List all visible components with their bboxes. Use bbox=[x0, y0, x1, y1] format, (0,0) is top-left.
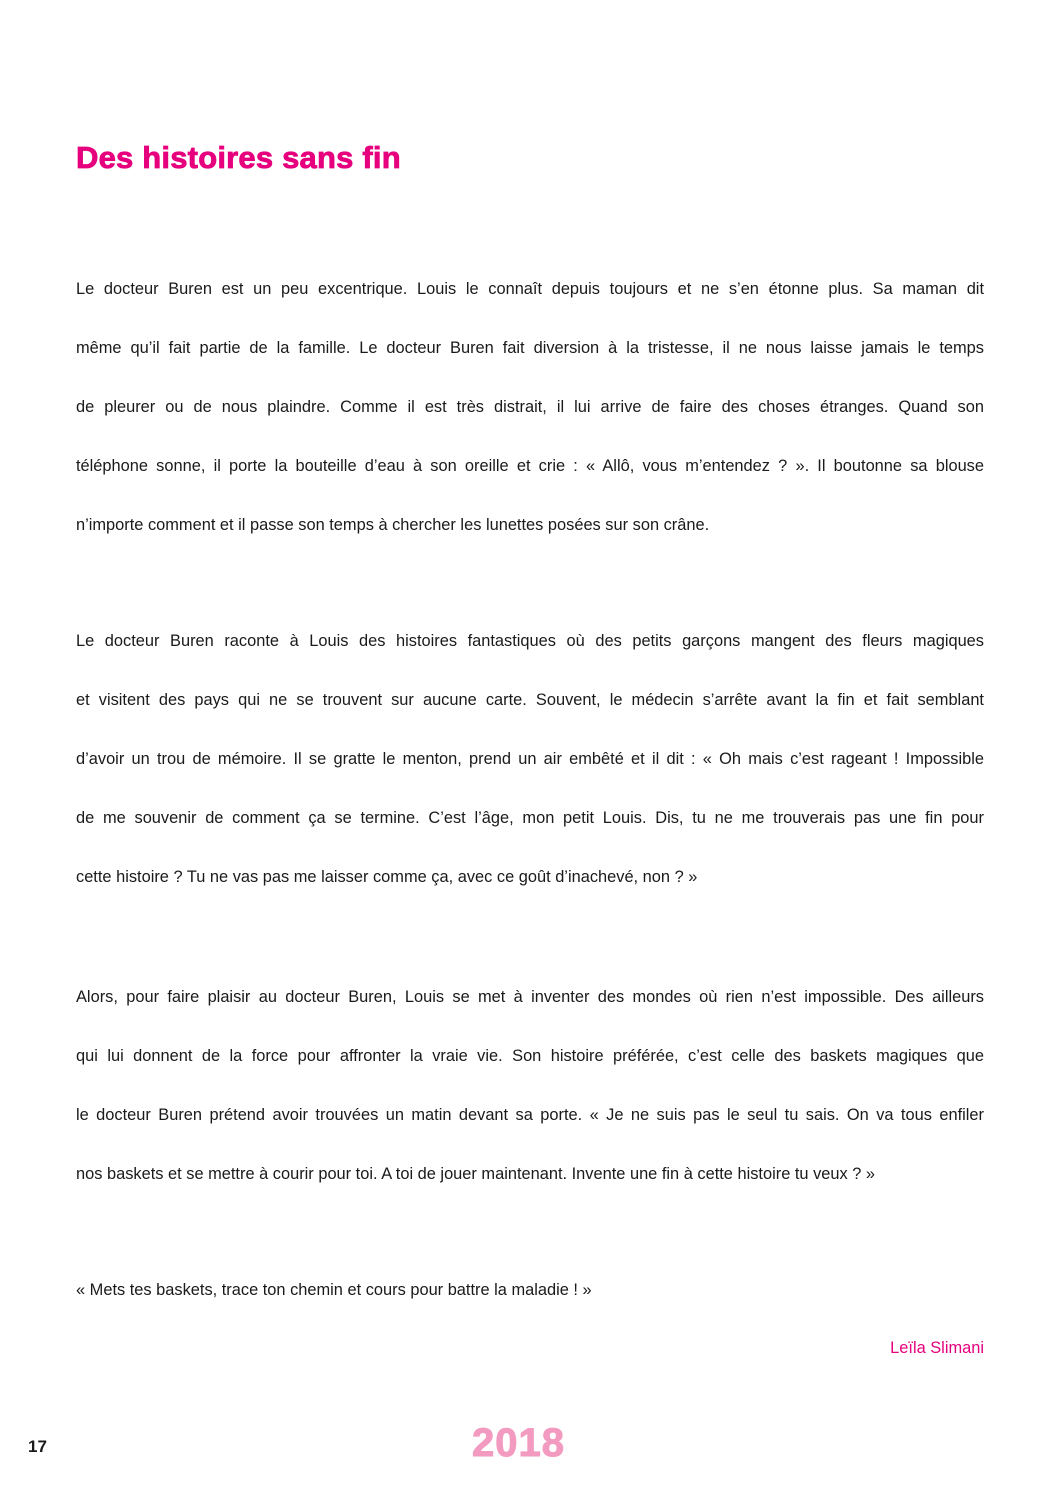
paragraph-line: le docteur Buren prétend avoir trouvées un matin devant sa porte. « Je ne suis pas le seul tu sais. On va tous enfiler bbox=[76, 1106, 984, 1124]
paragraph-line: et visitent des pays qui ne se trouvent sur aucune carte. Souvent, le médecin s’arrête avant la fin et fait semblant bbox=[76, 691, 984, 709]
paragraph-line: téléphone sonne, il porte la bouteille d’eau à son oreille et crie : « Allô, vous m’entendez ? ». Il boutonne sa blouse bbox=[76, 457, 984, 475]
paragraph-line: d’avoir un trou de mémoire. Il se gratte le menton, prend un air embêté et il dit : « Oh mais c’est rageant ! Impossible bbox=[76, 750, 984, 768]
paragraph-line: nos baskets et se mettre à courir pour toi. A toi de jouer maintenant. Invente une fin à cette histoire tu veux ? » bbox=[76, 1165, 876, 1183]
closing-quote: « Mets tes baskets, trace ton chemin et cours pour battre la maladie ! » bbox=[76, 1281, 592, 1299]
author-name: Leïla Slimani bbox=[890, 1339, 984, 1357]
year-label: 2018 bbox=[472, 1421, 565, 1465]
paragraph-line: n’importe comment et il passe son temps à chercher les lunettes posées sur son crâne. bbox=[76, 516, 710, 534]
paragraph-2 bbox=[76, 629, 984, 924]
paragraph-line: de me souvenir de comment ça se termine. C’est l’âge, mon petit Louis. Dis, tu ne me trouverais pas une fin pour bbox=[76, 809, 984, 827]
paragraph-line: cette histoire ? Tu ne vas pas me laisser comme ça, avec ce goût d’inachevé, non ? » bbox=[76, 868, 698, 886]
paragraph-line: Le docteur Buren raconte à Louis des histoires fantastiques où des petits garçons mangent des fleurs magiques bbox=[76, 632, 984, 650]
paragraph-line: de pleurer ou de nous plaindre. Comme il est très distrait, il lui arrive de faire des choses étranges. Quand son bbox=[76, 398, 984, 416]
page-number: 17 bbox=[28, 1437, 47, 1456]
paragraph-line: même qu’il fait partie de la famille. Le docteur Buren fait diversion à la tristesse, il ne nous laisse jamais le temps bbox=[76, 339, 984, 357]
paragraph-line: Le docteur Buren est un peu excentrique. Louis le connaît depuis toujours et ne s’en étonne plus. Sa maman dit bbox=[76, 280, 984, 298]
paragraph-line: qui lui donnent de la force pour affronter la vraie vie. Son histoire préférée, c’est celle des baskets magiques que bbox=[76, 1047, 984, 1065]
paragraph-line: Alors, pour faire plaisir au docteur Buren, Louis se met à inventer des mondes où rien n’est impossible. Des ailleurs bbox=[76, 988, 984, 1006]
page-title: Des histoires sans fin bbox=[76, 140, 401, 175]
paragraph-3 bbox=[76, 985, 984, 1221]
paragraph-1 bbox=[76, 277, 984, 572]
